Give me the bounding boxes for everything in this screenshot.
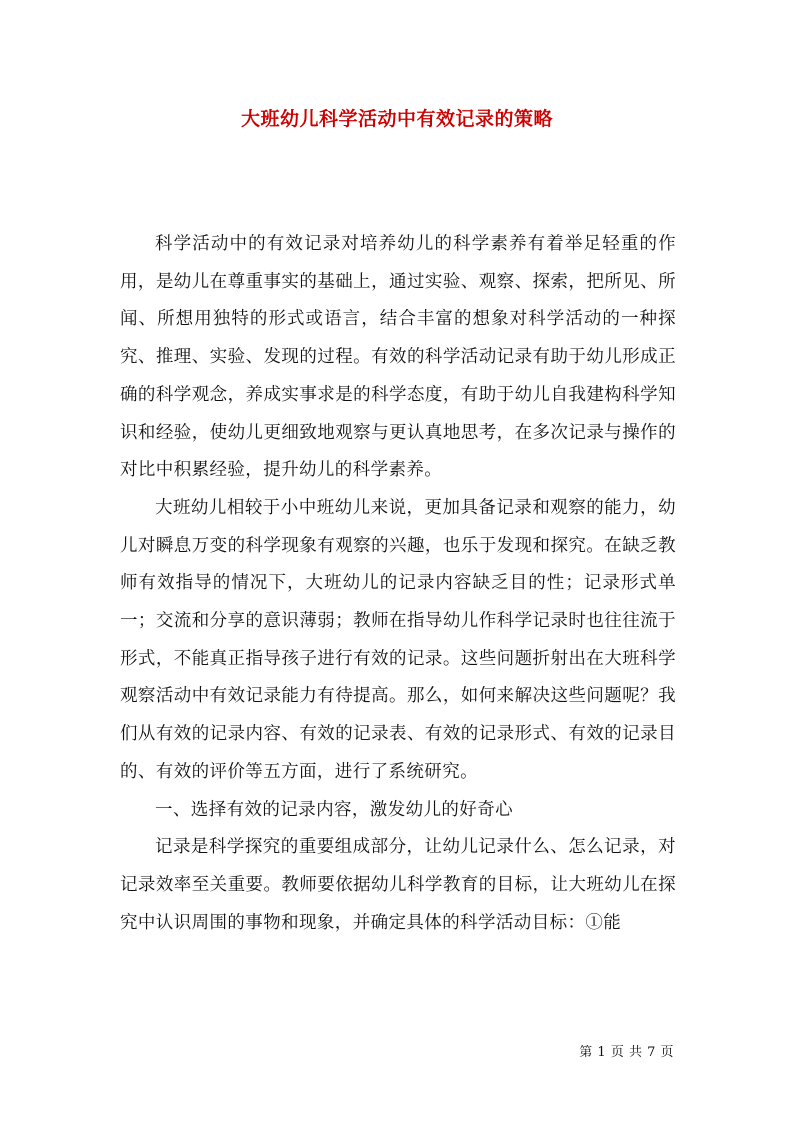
paragraph-intro: 科学活动中的有效记录对培养幼儿的科学素养有着举足轻重的作用，是幼儿在尊重事实的基础上，通过实验、观察、探索，把所见、所闻、所想用独特的形式或语言，结合丰富的想象对科学活动的一种探究、推理、实验、发现的过程。有效的科学活动记录有助于幼儿形成正确的科学观念，养成实事求是的科学态度，有助于幼儿自我建构科学知识和经验，使幼儿更细致地观察与更认真地思考，在多次记录与操作的对比中积累经验，提升幼儿的科学素养。 (120, 234, 676, 481)
document-title: 大班幼儿科学活动中有效记录的策略 (240, 108, 553, 130)
paragraph-problem: 大班幼儿相较于小中班幼儿来说，更加具备记录和观察的能力，幼儿对瞬息万变的科学现象有观察的兴趣，也乐于发现和探究。在缺乏教师有效指导的情况下，大班幼儿的记录内容缺乏目的性；记录形式单一；交流和分享的意识薄弱；教师在指导幼儿作科学记录时也往往流于形式，不能真正指导孩子进行有效的记录。这些问题折射出在大班科学观察活动中有效记录能力有待提高。那么，如何来解决这些问题呢？我们从有效的记录内容、有效的记录表、有效的记录形式、有效的记录目的、有效的评价等五方面，进行了系统研究。 (120, 497, 676, 782)
section-heading-1: 一、选择有效的记录内容，激发幼儿的好奇心 (155, 799, 513, 820)
paragraph-section-1: 记录是科学探究的重要组成部分，让幼儿记录什么、怎么记录，对记录效率至关重要。教师要依据幼儿科学教育的目标，让大班幼儿在探究中认识周围的事物和现象，并确定具体的科学活动目标：①能 (120, 837, 676, 933)
document-body (120, 226, 676, 942)
page-number: 第 1 页 共 7 页 (579, 1045, 674, 1060)
